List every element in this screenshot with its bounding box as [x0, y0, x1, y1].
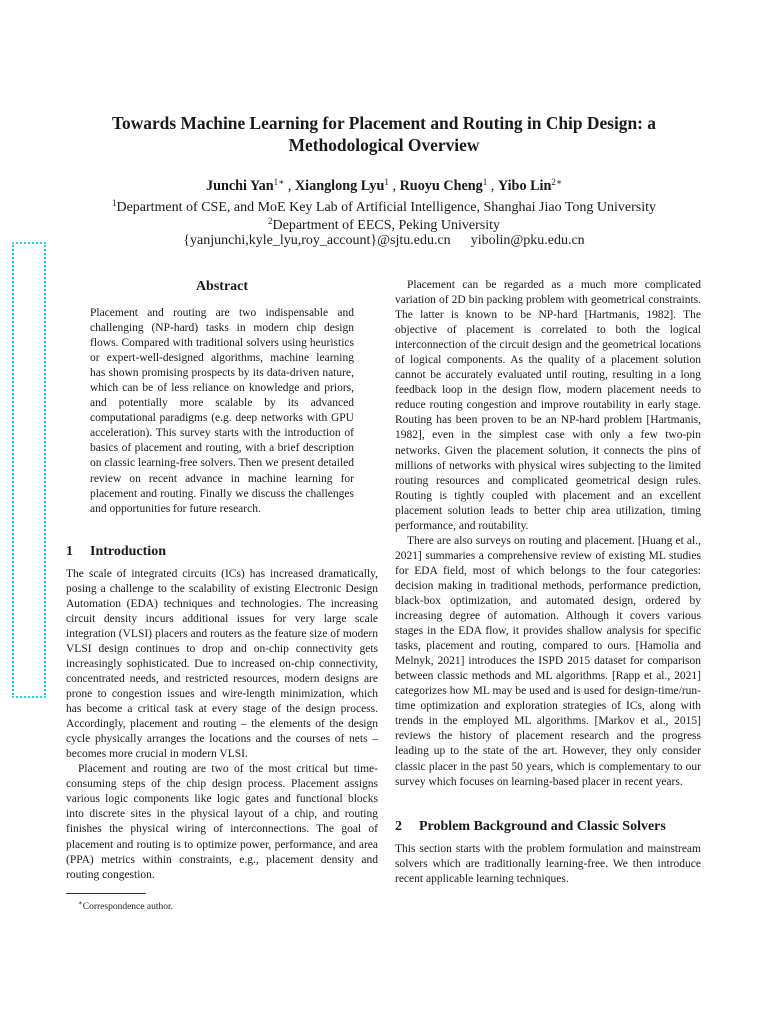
author-mark: 1 [384, 177, 389, 187]
left-column [66, 278, 378, 883]
section-number: 2 [395, 818, 402, 834]
affiliation-text: Department of EECS, Peking University [272, 218, 500, 233]
intro-paragraph-2: Placement and routing are two of the most critical but time-consuming steps of the chip design process. Placement assigns various logic components like logic gates and functional blocks into discrete sites in the physical layout of a chip, and routing finishes the physical wiring of interconnections. The goal of placement and routing is to optimize power, performance, and area (PPA) metrics within constraints, e.g., placement density and routing congestion. [66, 763, 378, 881]
footnote-text: Correspondence author. [82, 902, 173, 912]
author-name: Junchi Yan [205, 178, 274, 194]
author-list: Junchi Yan$^{1∗}$ , Xianglong Lyu$^1$ , Ruoyu Cheng$^1$ , Yibo Lin$^{2∗}$ [205, 177, 563, 194]
section-1-heading [66, 543, 378, 561]
abstract-text: Placement and routing are two indispensable and challenging (NP-hard) tasks in modern chip design flows. Compared with traditional solvers using heuristics or expert-well-designed algorithms, machine learning has shown promising prospects by its data-driven nature, which can be of less reliance on knowledge and priors, and potentially more scalable by its advanced computational paradigms (e.g. deep networks with GPU acceleration). This survey starts with the introduction of basics of placement and routing, with a brief description on classic learning-free solvers. Then we present detailed review on recent advance in machine learning for placement and routing. Finally we discuss the challenges and opportunities for future research. [90, 307, 354, 515]
section-title: Introduction [90, 543, 166, 559]
author-name: Ruoyu Cheng [399, 178, 483, 194]
title-line-1: Towards Machine Learning for Placement and Routing in Chip Design: a [112, 113, 656, 133]
placement-paragraph: Placement can be regarded as a much more complicated variation of 2D bin packing problem with geometrical constraints. The latter is known to be NP-hard [Hartmanis, 1982]. The objective of placement is correlated to both the logical interconnection of the circuit design and the geometrical locations of logical components. As the quality of a placement solution cannot be accurately evaluated until routing, resulting in a long feedback loop in the design flow, modern placement needs to reduce routing congestion and improve routability in early stage. Routing has been proven to be an NP-hard problem [Hartmanis, 1982], even in the simplest case with only a few two-pin networks. Given the placement solution, it connects the pins of millions of networks with physical wires subjecting to the limited routing resources and complicated geometrical design rules. Routing is tightly coupled with placement and an excellent placement solution leads to better chip area utilization, timing performance, and routability. [395, 279, 701, 532]
affiliation-text: Department of CSE, and MoE Key Lab of Artificial Intelligence, Shanghai Jiao Tong University [116, 200, 657, 215]
email-line [60, 232, 708, 250]
paper-title [80, 112, 688, 156]
section-2-paragraph: This section starts with the problem formulation and mainstream solvers which are traditionally learning-free. We then introduce recent applicable learning techniques. [395, 842, 701, 885]
author-name: Yibo Lin [497, 178, 552, 194]
author-mark: 2∗ [551, 177, 563, 187]
affiliation-mark: 1 [111, 198, 117, 208]
affiliation-mark: 2 [268, 216, 273, 226]
footnote [78, 897, 173, 913]
title-line-2: Methodological Overview [288, 135, 480, 155]
right-column [395, 278, 701, 887]
selection-marquee [12, 242, 46, 698]
email-sjtu: {yanjunchi,kyle_lyu,roy_account}@sjtu.edu.cn [183, 233, 451, 248]
intro-paragraph-1: The scale of integrated circuits (ICs) has increased dramatically, posing a challenge to the scalability of existing Electronic Design Automation (EDA) techniques and technologies. The increasing circuit density incurs additional issues for very large scale integration (VLSI) placers and routers as the feature size of modern VLSI design continues to drop and on-chip connectivity gets increasingly sophisticated. Due to increased on-chip connectivity, concentrated needs, and restricted resources, modern designs are prone to congestion issues and wire-length minimization, which has become a critical task at every stage of the design process. Accordingly, placement and routing – the elements of the design cycle physically arranges the locations and the courses of nets – becomes more crucial in modern VLSI. [66, 567, 378, 761]
footnote-rule [66, 893, 146, 894]
footnote-mark: ∗ [78, 899, 83, 907]
email-pku: yibolin@pku.edu.cn [470, 233, 585, 248]
surveys-paragraph: There are also surveys on routing and placement. [Huang et al., 2021] summaries a comprehensive review of existing ML studies for EDA field, most of which belongs to the four categories: decision making in traditional methods, performance prediction, black-box optimization, and automated design, ordered by increasing degree of automation. Although it covers various stages in the EDA flow, it provides shallow analysis for specific tasks, placement and routing, compared to ours. [Hamolia and Melnyk, 2021] introduces the ISPD 2015 dataset for comparison between classic methods and ML algorithms. [Rapp et al., 2021] categorizes how ML may be used and is used for design-time/run-time optimization and exploration strategies of ICs, along with trends in the employed ML algorithms. [Markov et al., 2015] reviews the history of placement research and the progress leading up to the state of the art. However, they only consider classic placer in the past 50 years, which is complementary to our survey which focuses on learning-based placer in recent years. [395, 534, 701, 788]
section-number: 1 [66, 543, 73, 559]
section-2-heading [395, 818, 701, 836]
section-title: Problem Background and Classic Solvers [419, 818, 666, 834]
author-name: Xianglong Lyu [294, 178, 385, 194]
abstract-heading: Abstract [195, 279, 249, 294]
author-mark: 1 [482, 177, 488, 187]
author-mark: 1∗ [273, 177, 285, 187]
